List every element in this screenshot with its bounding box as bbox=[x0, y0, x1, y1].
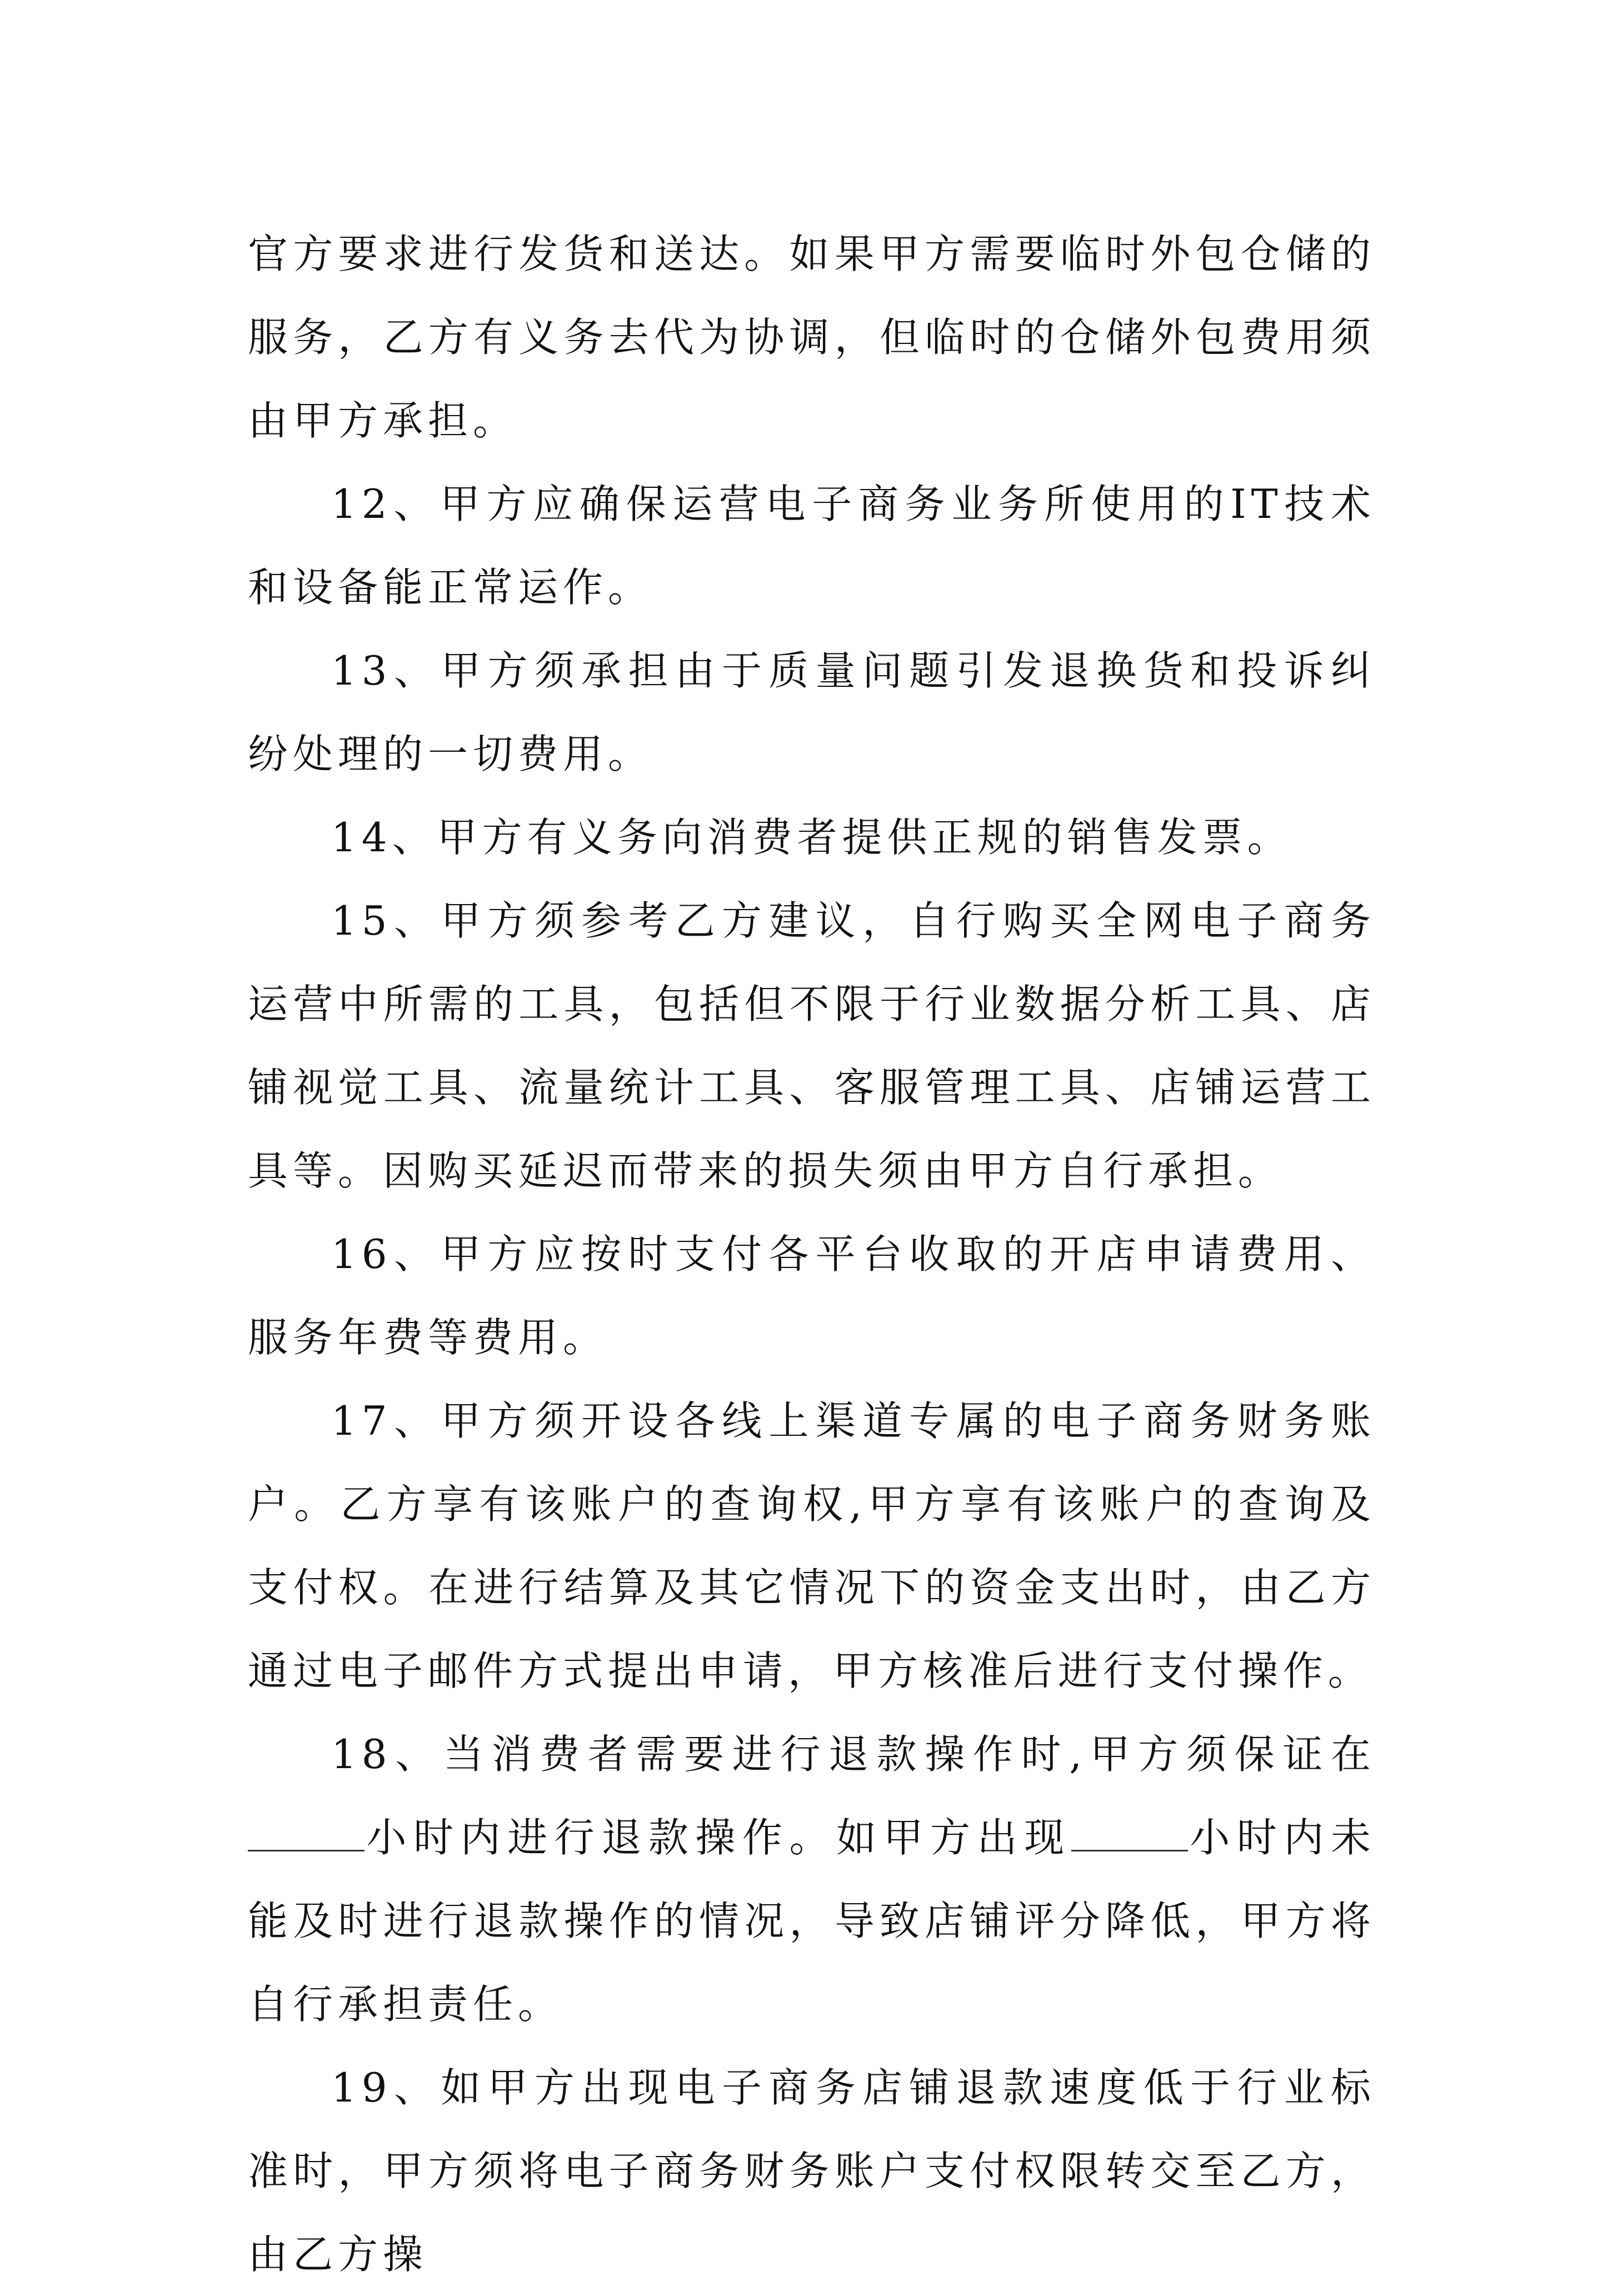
paragraph-15: 15、甲方须参考乙方建议，自行购买全网电子商务运营中所需的工具，包括但不限于行业数据分析工具、店铺视觉工具、流量统计工具、客服管理工具、店铺运营工具等。因购买延迟而带来的损失须由甲方自行承担。 bbox=[248, 897, 1376, 1194]
paragraph-13: 13、甲方须承担由于质量问题引发退换货和投诉纠纷处理的一切费用。 bbox=[248, 647, 1376, 777]
document-body bbox=[248, 212, 1376, 2296]
paragraph-18-part3: 小时内未能及时进行退款操作的情况，导致店铺评分降低，甲方将自行承担责任。 bbox=[248, 1814, 1376, 2028]
paragraph-11-continuation: 官方要求进行发货和送达。如果甲方需要临时外包仓储的服务，乙方有义务去代为协调，但临时的仓储外包费用须由甲方承担。 bbox=[248, 231, 1376, 444]
paragraph-14: 14、甲方有义务向消费者提供正规的销售发票。 bbox=[331, 814, 1292, 861]
paragraph-12: 12、甲方应确保运营电子商务业务所使用的IT技术和设备能正常运作。 bbox=[248, 481, 1376, 611]
paragraph-18 bbox=[248, 1713, 1376, 2046]
fill-in-blank-hours-1[interactable] bbox=[248, 1816, 364, 1851]
fill-in-blank-hours-2[interactable] bbox=[1071, 1816, 1188, 1851]
paragraph-18-part1: 18、当消费者需要进行退款操作时,甲方须保证在 bbox=[331, 1731, 1376, 1778]
paragraph-19: 19、如甲方出现电子商务店铺退款速度低于行业标准时，甲方须将电子商务财务账户支付权限转交至乙方，由乙方操 bbox=[248, 2064, 1376, 2278]
paragraph-18-part2: 小时内进行退款操作。如甲方出现 bbox=[364, 1814, 1071, 1861]
paragraph-16: 16、甲方应按时支付各平台收取的开店申请费用、服务年费等费用。 bbox=[248, 1231, 1376, 1361]
paragraph-17: 17、甲方须开设各线上渠道专属的电子商务财务账户。乙方享有该账户的查询权,甲方享有该账户的查询及支付权。在进行结算及其它情况下的资金支出时，由乙方通过电子邮件方式提出申请，甲方核准后进行支付操作。 bbox=[248, 1397, 1376, 1694]
